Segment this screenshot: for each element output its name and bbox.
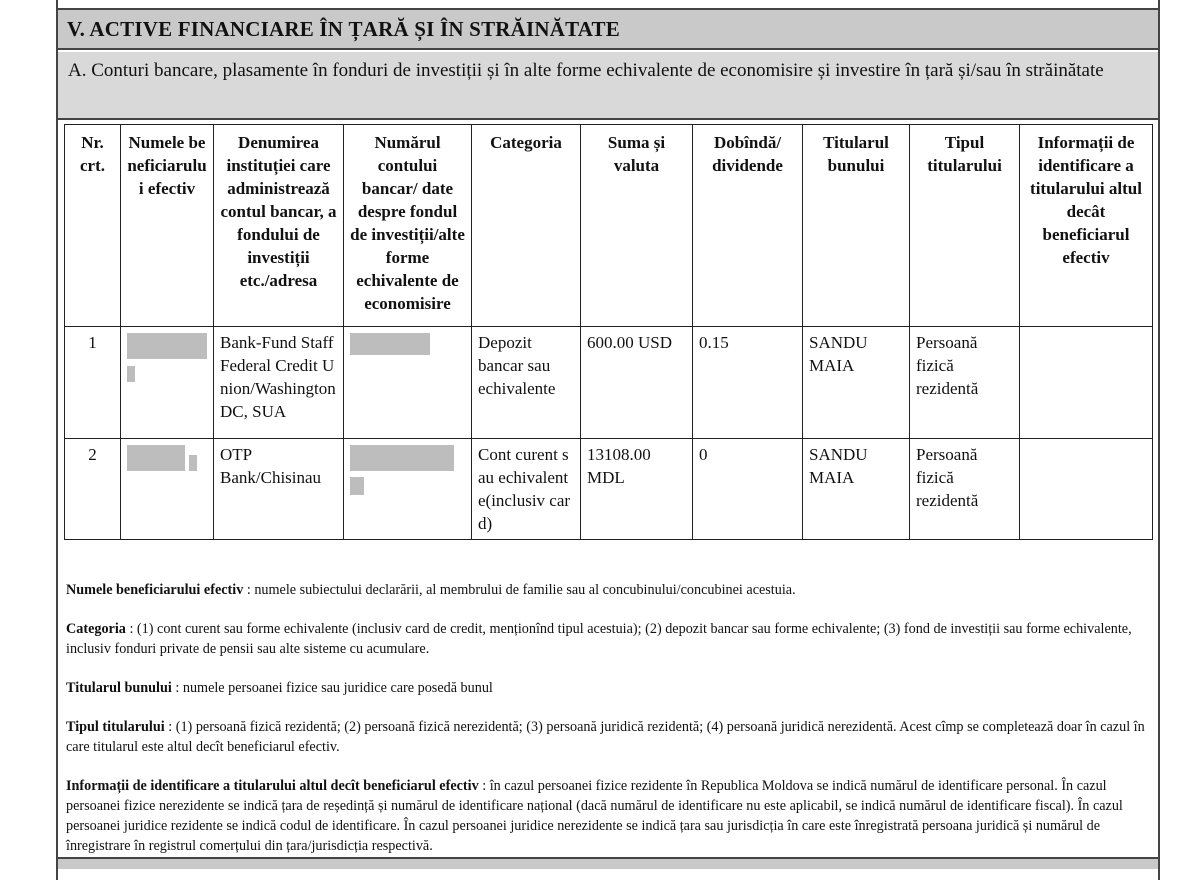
cell-nr: 2 (65, 439, 121, 540)
header-beneficiary: Numele be neficiarulu i efectiv (121, 125, 214, 327)
cell-holder-type: Persoană fizică rezidentă (910, 439, 1020, 540)
header-id-info: Informații de identificare a titularului altul decât beneficiarul efectiv (1020, 125, 1153, 327)
cell-amount: 13108.00 MDL (581, 439, 693, 540)
redaction-block (127, 366, 135, 382)
redaction-block (350, 477, 364, 495)
cell-account-number (344, 327, 472, 439)
cell-holder-type: Persoană fizică rezidentă (910, 327, 1020, 439)
cell-institution: Bank-Fund Staff Federal Credit Union/Washington DC, SUA (214, 327, 344, 439)
cell-id-info (1020, 327, 1153, 439)
header-holder-type: Tipul titularului (910, 125, 1020, 327)
redaction-block (189, 455, 197, 471)
note-term: Numele beneficiarului efectiv (66, 582, 244, 598)
note-term: Informații de identificare a titularului altul decît beneficiarul efectiv (66, 778, 479, 794)
redaction-block (350, 445, 454, 471)
note-text: : numele subiectului declarării, al membrului de familie sau al concubinului/concubinei acestuia. (243, 582, 796, 598)
header-nr: Nr. crt. (65, 125, 121, 327)
cell-beneficiary (121, 327, 214, 439)
cell-interest: 0.15 (693, 327, 803, 439)
cell-beneficiary (121, 439, 214, 540)
cell-account-number (344, 439, 472, 540)
note-text: : (1) cont curent sau forme echivalente (inclusiv card de credit, menționînd tipul acestuia); (2) depozit bancar sau forme echivalente; (3) fond de investiții sau forme echivalente, inclusiv fonduri private de pensii sau alte sisteme cu acumulare. (66, 621, 1132, 657)
table-row (65, 327, 1153, 439)
note-term: Categoria (66, 621, 126, 637)
header-institution: Denumirea instituției care administrează contul bancar, a fondului de investiții etc./adresa (214, 125, 344, 327)
cell-id-info (1020, 439, 1153, 540)
subsection-title: A. Conturi bancare, plasamente în fonduri de investiții și în alte forme echivalente de economisire și investire în țară și/sau în străinătate (58, 52, 1158, 120)
financial-assets-table (64, 124, 1153, 540)
header-category: Categoria (472, 125, 581, 327)
note-holder (66, 678, 1151, 698)
next-section-bar (58, 857, 1158, 869)
cell-category: Cont curent sau echivalente(inclusiv card) (472, 439, 581, 540)
note-term: Tipul titularului (66, 719, 165, 735)
header-holder: Titularul bunului (803, 125, 910, 327)
header-amount: Suma și valuta (581, 125, 693, 327)
note-text: : în cazul persoanei fizice rezidente în Republica Moldova se indică numărul de identificare personal. În cazul persoanei fizice nerezidente se indică țara de reședință și numărul de identificare național (dacă numărul de identificare nu este aplicabil, se indică numărul de identificare fiscal). În cazul persoanei juridice rezidente se indică codul de identificare. În cazul persoanei juridice nerezidente se indică țara sau jurisdicția în care este înregistrată persoana juridică și numărul de înregistrare în registrul comerțului din țara/jurisdicția respectivă. (66, 778, 1123, 854)
note-term: Titularul bunului (66, 680, 172, 696)
note-beneficiary (66, 580, 1151, 600)
cell-institution: OTP Bank/Chisinau (214, 439, 344, 540)
header-account-number: Numărul contului bancar/ date despre fondul de investiții/alte forme echivalente de economisire (344, 125, 472, 327)
redaction-block (350, 333, 430, 355)
table-row (65, 439, 1153, 540)
redaction-block (127, 445, 185, 471)
note-text: : (1) persoană fizică rezidentă; (2) persoană fizică nerezidentă; (3) persoană juridică rezidentă; (4) persoană juridică nerezidentă. Acest cîmp se completează doar în cazul în care titularul este altul decît beneficiarul efectiv. (66, 719, 1145, 755)
header-interest: Dobîndă/ dividende (693, 125, 803, 327)
note-text: : numele persoanei fizice sau juridice care posedă bunul (171, 680, 493, 696)
cell-holder: SANDU MAIA (803, 327, 910, 439)
cell-holder: SANDU MAIA (803, 439, 910, 540)
note-holder-type (66, 717, 1151, 757)
section-title: V. ACTIVE FINANCIARE ÎN ȚARĂ ȘI ÎN STRĂINĂTATE (58, 8, 1158, 50)
cell-interest: 0 (693, 439, 803, 540)
cell-amount: 600.00 USD (581, 327, 693, 439)
cell-category: Depozit bancar sau echivalente (472, 327, 581, 439)
note-id-info (66, 776, 1151, 856)
redaction-block (127, 333, 207, 359)
table-header-row (65, 125, 1153, 327)
cell-nr: 1 (65, 327, 121, 439)
note-category (66, 619, 1151, 659)
legend-notes (66, 580, 1151, 875)
